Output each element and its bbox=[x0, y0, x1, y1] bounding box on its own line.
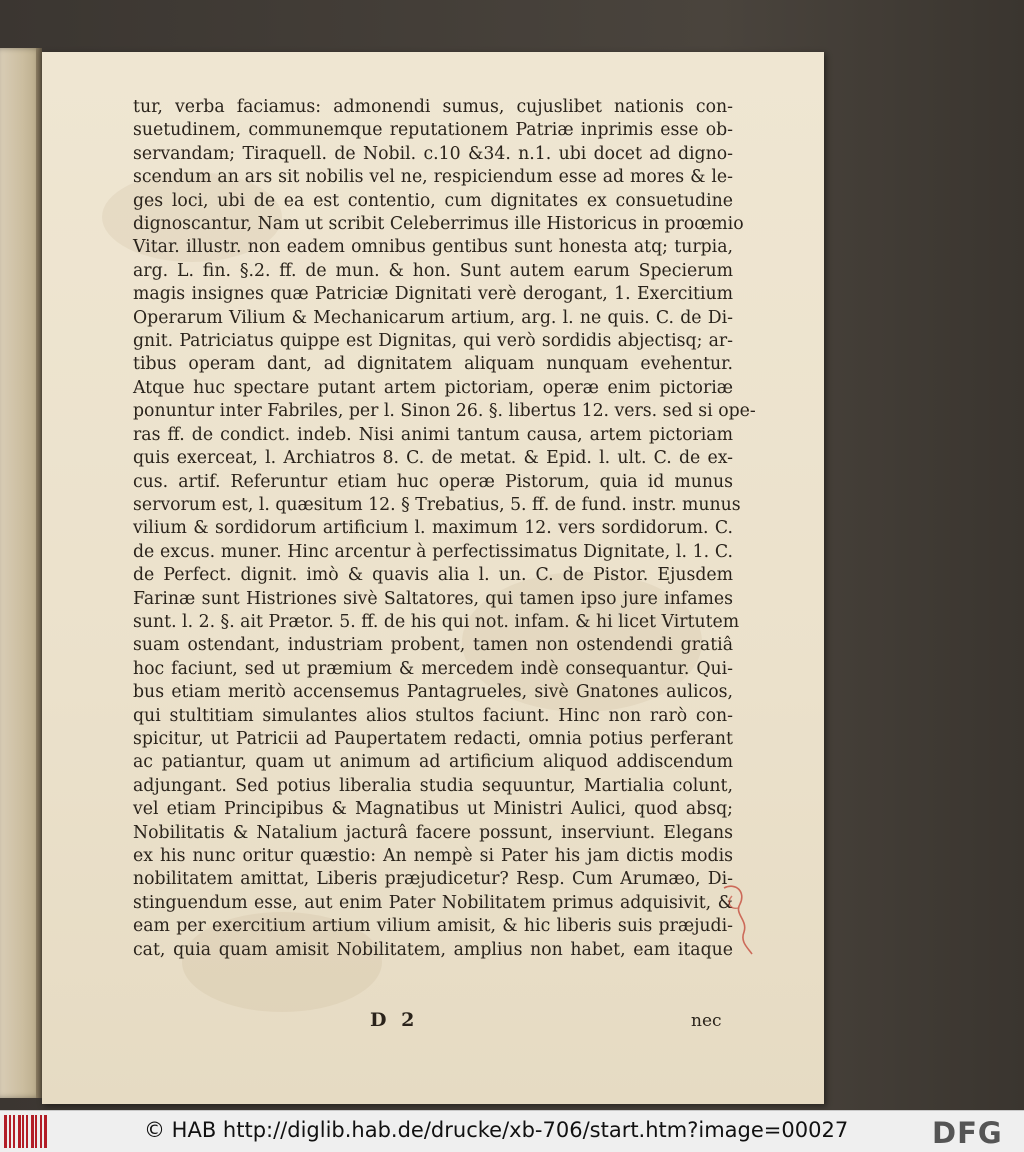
text-line: nobilitatem amittat, Liberis præjudicetur? Resp. Cum Arumæo, Di- bbox=[133, 869, 733, 890]
text-line: ponuntur inter Fabriles, per l. Sinon 26. §. libertus 12. vers. sed si ope- bbox=[133, 401, 756, 422]
text-line: suetudinem, communemque reputationem Patriæ inprimis esse ob- bbox=[133, 120, 733, 141]
text-line: bus etiam meritò accensemus Pantagrueles, sivè Gnatones aulicos, bbox=[133, 682, 733, 703]
hab-logo-stripe bbox=[18, 1115, 21, 1148]
text-line: spicitur, ut Patricii ad Paupertatem redacti, omnia potius perferant bbox=[133, 728, 733, 749]
text-line: magis insignes quæ Patriciæ Dignitati verè derogant, 1. Exercitium bbox=[133, 284, 733, 305]
text-line: tur, verba faciamus: admonendi sumus, cujuslibet nationis con- bbox=[133, 97, 733, 117]
text-line: de excus. muner. Hinc arcentur à perfectissimatus Dignitate, l. 1. C. bbox=[133, 541, 733, 562]
text-line: eam per exercitium artium vilium amisit, & hic liberis suis præjudi- bbox=[133, 916, 733, 937]
book-page bbox=[42, 52, 824, 1104]
signature-mark: D 2 bbox=[370, 1009, 419, 1031]
text-line: Operarum Vilium & Mechanicarum artium, arg. l. ne quis. C. de Di- bbox=[133, 307, 733, 328]
text-line: quis exerceat, l. Archiatros 8. C. de metat. & Epid. l. ult. C. de ex- bbox=[133, 448, 733, 469]
text-line: Vitar. illustr. non eadem omnibus gentibus sunt honesta atq; turpia, bbox=[133, 237, 733, 258]
text-line: ac patiantur, quam ut animum ad artificium aliquod addiscendum bbox=[133, 752, 733, 773]
text-line: vel etiam Principibus & Magnatibus ut Ministri Aulici, quod absq; bbox=[133, 799, 733, 820]
hab-logo-stripe bbox=[44, 1115, 47, 1148]
catchword: nec bbox=[691, 1011, 722, 1031]
text-line: cat, quia quam amisit Nobilitatem, amplius non habet, eam itaque bbox=[133, 939, 733, 960]
dfg-logo: DFG bbox=[932, 1116, 1003, 1150]
hab-logo-stripe bbox=[9, 1115, 11, 1148]
viewer-footer-bar bbox=[0, 1110, 1024, 1152]
text-line: de Perfect. dignit. imò & quavis alia l. un. C. de Pistor. Ejusdem bbox=[133, 565, 733, 586]
text-line: tibus operam dant, ad dignitatem aliquam nunquam evehentur. bbox=[133, 354, 733, 375]
hab-logo-icon bbox=[4, 1115, 48, 1148]
hab-logo-stripe bbox=[35, 1115, 37, 1148]
text-line: scendum an ars sit nobilis vel ne, respiciendum esse ad mores & le- bbox=[133, 167, 733, 188]
text-line: servandam; Tiraquell. de Nobil. c.10 &34. n.1. ubi docet ad digno- bbox=[133, 143, 733, 164]
text-line: stinguendum esse, aut enim Pater Nobilitatem primus adquisivit, & bbox=[133, 892, 733, 913]
page-text-block bbox=[133, 96, 756, 962]
hab-logo-stripe bbox=[40, 1115, 42, 1148]
facing-page-edge bbox=[0, 48, 42, 1098]
text-line: dignoscantur, Nam ut scribit Celeberrimus ille Historicus in proœmio bbox=[133, 214, 744, 235]
text-line: adjungant. Sed potius liberalia studia sequuntur, Martialia colunt, bbox=[133, 775, 733, 796]
text-line: Atque huc spectare putant artem pictoriam, operæ enim pictoriæ bbox=[133, 377, 733, 398]
hab-logo-stripe bbox=[22, 1115, 24, 1148]
text-line: ras ff. de condict. indeb. Nisi animi tantum causa, artem pictoriam bbox=[133, 424, 733, 445]
hab-logo-stripe bbox=[26, 1115, 28, 1148]
red-pencil-annotation bbox=[718, 878, 762, 958]
text-line: qui stultitiam simulantes alios stultos faciunt. Hinc non rarò con- bbox=[133, 705, 733, 726]
text-line: Nobilitatis & Natalium jacturâ facere possunt, inserviunt. Elegans bbox=[133, 822, 733, 843]
text-line: vilium & sordidorum artificium l. maximum 12. vers sordidorum. C. bbox=[133, 518, 733, 539]
hab-logo-stripe bbox=[31, 1115, 34, 1148]
hab-logo-stripe bbox=[4, 1115, 7, 1148]
text-line: hoc faciunt, sed ut præmium & mercedem indè consequantur. Qui- bbox=[133, 658, 733, 679]
text-line: ex his nunc oritur quæstio: An nempè si Pater his jam dictis modis bbox=[133, 846, 733, 866]
text-line: ges loci, ubi de ea est contentio, cum dignitates ex consuetudine bbox=[133, 190, 733, 211]
text-line: sunt. l. 2. §. ait Prætor. 5. ff. de his qui not. infam. & hi licet Virtutem bbox=[133, 611, 740, 632]
copyright-link[interactable]: © HAB http://diglib.hab.de/drucke/xb-706/start.htm?image=00027 bbox=[144, 1118, 849, 1142]
hab-logo-stripe bbox=[13, 1115, 15, 1148]
text-line: suam ostendant, industriam probent, tamen non ostendendi gratiâ bbox=[133, 635, 733, 656]
text-line: cus. artif. Referuntur etiam huc operæ Pistorum, quia id munus bbox=[133, 471, 733, 492]
text-line: Farinæ sunt Histriones sivè Saltatores, qui tamen ipso jure infames bbox=[133, 588, 733, 609]
text-line: gnit. Patriciatus quippe est Dignitas, qui verò sordidis abjectisq; ar- bbox=[133, 331, 733, 352]
text-line: arg. L. fin. §.2. ff. de mun. & hon. Sunt autem earum Specierum bbox=[133, 260, 733, 281]
text-line: servorum est, l. quæsitum 12. § Trebatius, 5. ff. de fund. instr. munus bbox=[133, 494, 741, 515]
